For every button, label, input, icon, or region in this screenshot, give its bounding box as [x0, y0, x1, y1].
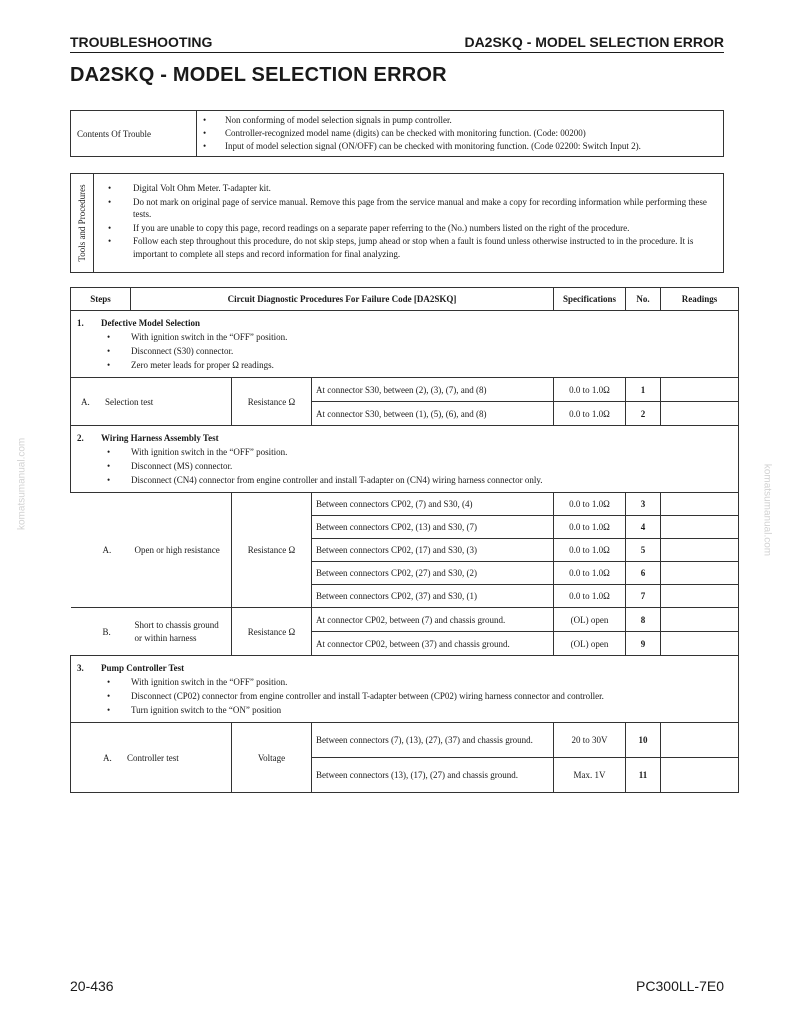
- test-letter: A.: [103, 752, 112, 763]
- step-title: Defective Model Selection: [101, 318, 200, 328]
- table-row: [71, 493, 739, 516]
- procedure-cell: At connector S30, between (2), (3), (7), and (8): [312, 378, 554, 402]
- reading-cell[interactable]: [661, 585, 739, 608]
- contents-item: • Controller-recognized model name (digits) can be checked with monitoring function. (Code: 00200): [197, 127, 721, 140]
- tools-label-cell: [71, 174, 94, 272]
- measure-cell: Voltage: [232, 723, 312, 793]
- reading-cell[interactable]: [661, 493, 739, 516]
- tools-item: • Follow each step throughout this procedure, do not skip steps, jump ahead or stop when a fault is found unless otherwise instructed to in the procedure. It is important to complete all steps and record information for final analyzing.: [93, 235, 717, 260]
- steps-header: Steps: [71, 288, 131, 311]
- reading-cell[interactable]: [661, 608, 739, 632]
- measure-cell: Resistance Ω: [232, 493, 312, 608]
- step-bullet: • Disconnect (CP02) connector from engine controller and install T-adapter between (CP02) wiring harness connector and controller.: [77, 689, 738, 703]
- no-cell: 10: [626, 723, 661, 758]
- step-bullet: • Turn ignition switch to the “ON” position: [77, 703, 738, 717]
- procedure-cell: Between connectors CP02, (7) and S30, (4): [312, 493, 554, 516]
- readings-header: Readings: [661, 288, 739, 311]
- test-label-cell: [71, 723, 232, 793]
- test-letter: B.: [102, 626, 111, 637]
- model-code: PC300LL-7E0: [636, 978, 724, 994]
- test-letter: A.: [102, 545, 112, 555]
- no-cell: 4: [626, 516, 661, 539]
- test-label-cell: Short to chassis ground or within harness: [131, 608, 232, 656]
- table-row: [71, 608, 739, 632]
- contents-label: Contents Of Trouble: [71, 111, 197, 156]
- reading-cell[interactable]: [661, 402, 739, 426]
- step-bullet: • Disconnect (CN4) connector from engine controller and install T-adapter on (CN4) wiring harness connector only.: [77, 473, 738, 487]
- spec-cell: 0.0 to 1.0Ω: [554, 585, 626, 608]
- reading-cell[interactable]: [661, 562, 739, 585]
- step-bullet: • Zero meter leads for proper Ω readings.: [77, 358, 738, 372]
- contents-of-trouble-box: [70, 110, 724, 157]
- step-bullet: • With ignition switch in the “OFF” position.: [77, 445, 738, 459]
- watermark-right: komatsumanual.com: [761, 463, 773, 557]
- contents-item: • Input of model selection signal (ON/OFF) can be checked with monitoring function. (Code 02200: Switch Input 2).: [197, 140, 721, 153]
- procedure-cell: At connector CP02, between (7) and chassis ground.: [312, 608, 554, 632]
- step-2-section: [71, 426, 739, 493]
- test-letter-cell: [71, 608, 131, 656]
- step-3-section: [71, 656, 739, 723]
- no-cell: 8: [626, 608, 661, 632]
- step-1-section: [71, 311, 739, 378]
- step-bullet: • Disconnect (MS) connector.: [77, 459, 738, 473]
- measure-cell: Resistance Ω: [232, 378, 312, 426]
- spec-cell: 0.0 to 1.0Ω: [554, 378, 626, 402]
- step-bullet: • With ignition switch in the “OFF” position.: [77, 675, 738, 689]
- contents-list: [197, 114, 721, 153]
- reading-cell[interactable]: [661, 539, 739, 562]
- measure-cell: Resistance Ω: [232, 608, 312, 656]
- spec-cell: 0.0 to 1.0Ω: [554, 562, 626, 585]
- step-title: Pump Controller Test: [101, 663, 185, 673]
- table-header-row: [71, 288, 739, 311]
- section-code: DA2SKQ - MODEL SELECTION ERROR: [464, 34, 724, 50]
- page-number: 20-436: [70, 978, 114, 994]
- test-label-cell: [71, 378, 232, 426]
- table-row: [71, 723, 739, 758]
- tools-list: [93, 182, 717, 261]
- reading-cell[interactable]: [661, 378, 739, 402]
- reading-cell[interactable]: [661, 723, 739, 758]
- tools-label: Tools and Procedures: [77, 184, 87, 262]
- spec-cell: Max. 1V: [554, 758, 626, 793]
- watermark-left: komatsumanual.com: [16, 437, 28, 530]
- procedure-cell: Between connectors (7), (13), (27), (37) and chassis ground.: [312, 723, 554, 758]
- reading-cell[interactable]: [661, 632, 739, 656]
- step-bullet: • Disconnect (S30) connector.: [77, 344, 738, 358]
- no-cell: 1: [626, 378, 661, 402]
- reading-cell[interactable]: [661, 516, 739, 539]
- step-bullet: • With ignition switch in the “OFF” position.: [77, 330, 738, 344]
- no-cell: 9: [626, 632, 661, 656]
- no-cell: 2: [626, 402, 661, 426]
- running-header: [70, 34, 724, 53]
- step-number: 1.: [77, 318, 84, 328]
- step-title: Wiring Harness Assembly Test: [101, 433, 219, 443]
- procedure-cell: Between connectors CP02, (13) and S30, (7): [312, 516, 554, 539]
- no-header: No.: [626, 288, 661, 311]
- procedure-cell: Between connectors CP02, (17) and S30, (3): [312, 539, 554, 562]
- procedure-cell: Between connectors (13), (17), (27) and chassis ground.: [312, 758, 554, 793]
- spec-cell: (OL) open: [554, 632, 626, 656]
- specifications-header: Specifications: [554, 288, 626, 311]
- spec-cell: 0.0 to 1.0Ω: [554, 402, 626, 426]
- section-name: TROUBLESHOOTING: [70, 34, 213, 50]
- page-title: DA2SKQ - MODEL SELECTION ERROR: [70, 64, 447, 86]
- no-cell: 6: [626, 562, 661, 585]
- test-letter: A.: [81, 396, 90, 407]
- procedures-header: Circuit Diagnostic Procedures For Failure Code [DA2SKQ]: [131, 288, 554, 311]
- no-cell: 3: [626, 493, 661, 516]
- no-cell: 11: [626, 758, 661, 793]
- table-row: [71, 378, 739, 402]
- tools-item: • If you are unable to copy this page, record readings on a separate paper referring to the (No.) numbers listed on the right of the procedure.: [93, 222, 717, 235]
- procedure-cell: Between connectors CP02, (37) and S30, (1): [312, 585, 554, 608]
- tools-and-procedures-box: [70, 173, 724, 273]
- procedure-cell: At connector CP02, between (37) and chassis ground.: [312, 632, 554, 656]
- tools-item: • Digital Volt Ohm Meter. T-adapter kit.: [93, 182, 717, 195]
- test-label: Selection test: [105, 396, 154, 407]
- no-cell: 7: [626, 585, 661, 608]
- test-label: Controller test: [127, 752, 179, 763]
- spec-cell: (OL) open: [554, 608, 626, 632]
- procedure-table: [70, 287, 739, 793]
- step-number: 2.: [77, 433, 84, 443]
- no-cell: 5: [626, 539, 661, 562]
- spec-cell: 0.0 to 1.0Ω: [554, 516, 626, 539]
- spec-cell: 0.0 to 1.0Ω: [554, 539, 626, 562]
- contents-item: • Non conforming of model selection signals in pump controller.: [197, 114, 721, 127]
- step-number: 3.: [77, 663, 84, 673]
- procedure-cell: Between connectors CP02, (27) and S30, (2): [312, 562, 554, 585]
- procedure-cell: At connector S30, between (1), (5), (6), and (8): [312, 402, 554, 426]
- test-label-cell: Open or high resistance: [131, 493, 232, 608]
- tools-item: • Do not mark on original page of service manual. Remove this page from the service manual and make a copy for recording information while performing these tests.: [93, 196, 717, 221]
- test-letter-cell: [71, 493, 131, 608]
- spec-cell: 0.0 to 1.0Ω: [554, 493, 626, 516]
- spec-cell: 20 to 30V: [554, 723, 626, 758]
- reading-cell[interactable]: [661, 758, 739, 793]
